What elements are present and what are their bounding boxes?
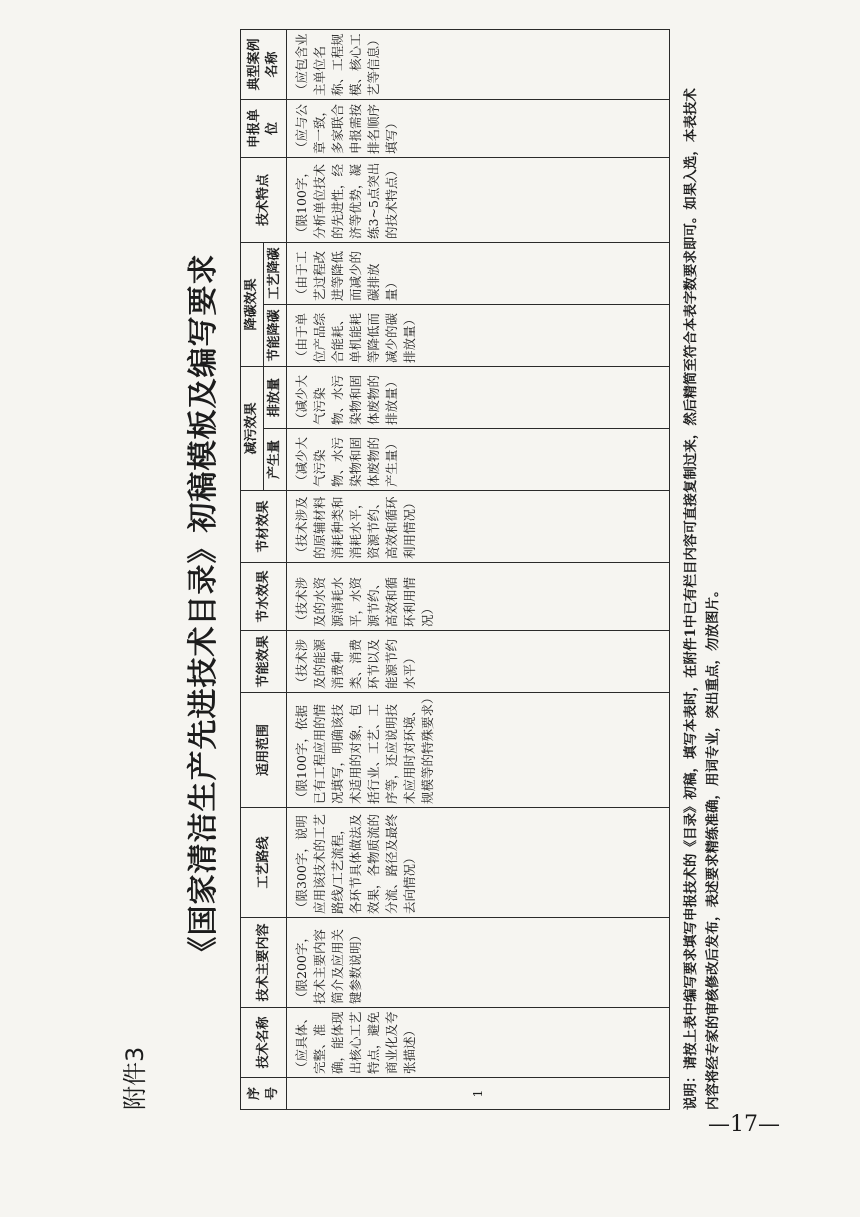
- header-carbon-energy: 节能降碳: [264, 304, 287, 366]
- header-tech-features: 技术特点: [241, 157, 287, 242]
- cell-tech-features: （限100字，分析单位技术的先进性，经济等优势，凝练3~5点突出的技术特点）: [287, 157, 670, 242]
- header-material-effect: 节材效果: [241, 491, 287, 563]
- page-number: —17—: [708, 1112, 780, 1137]
- header-typical-case: 典型案例名称: [241, 29, 287, 99]
- attachment-label: 附件3: [121, 1046, 149, 1110]
- cell-carbon-process: （由于工艺过程改进等降低而减少的碳排放量）: [287, 242, 670, 304]
- header-pollution-generation: 产生量: [264, 429, 287, 491]
- cell-material-effect: （技术涉及的原辅材料消耗种类和消耗水平，资源节约、高效和循环利用情况）: [287, 491, 670, 563]
- template-table: [240, 29, 670, 1110]
- cell-scope: （限100字，依据已有工程应用的情况填写，明确该技术适用的对象，包括行业、工艺、工序等，还应说明技术应用时对环境、规模等的特殊要求）: [287, 693, 670, 808]
- cell-water-effect: （技术涉及的水资源消耗水平，水资源节约、高效和循环利用情况）: [287, 563, 670, 631]
- header-pollution-emission: 排放量: [264, 366, 287, 428]
- header-pollution-effect: 减污效果: [241, 366, 264, 490]
- cell-seq: 1: [287, 1078, 670, 1110]
- header-carbon-effect: 降碳效果: [241, 242, 264, 366]
- header-applicant: 申报单位: [241, 99, 287, 157]
- cell-process-route: （限300字，说明应用该技术的工艺路线/工艺流程，各环节具体做法及效果，各物质流的分流、路径及最终去向情况）: [287, 808, 670, 918]
- explanatory-note: 说明：请按上表中编写要求填写申报技术的《目录》初稿，填写本表时，在附件1中已有栏目内容可直接复制过来，然后精简至符合本表字数要求即可。如果入选，本表技术内容将经专家的审核修改后发布，表述要求精练准确，用词专业，突出重点，勿放图片。: [683, 88, 721, 1110]
- cell-tech-name: （应具体、完整、准确，能体现出核心工艺特点，避免商业化及夸张描述）: [287, 1008, 670, 1078]
- table-row: [287, 29, 670, 1109]
- cell-pollution-generation: （减少大气污染物、水污染物和固体废物的产生量）: [287, 429, 670, 491]
- landscape-content: [80, 33, 780, 1150]
- header-tech-name: 技术名称: [241, 1008, 287, 1078]
- header-carbon-process: 工艺降碳: [264, 242, 287, 304]
- document-title: 《国家清洁生产先进技术目录》初稿模板及编写要求: [186, 253, 221, 967]
- header-process-route: 工艺路线: [241, 808, 287, 918]
- cell-tech-content: （限200字，技术主要内容简介及应用关键参数说明）: [287, 918, 670, 1008]
- header-energy-effect: 节能效果: [241, 631, 287, 693]
- header-seq: 序号: [241, 1078, 287, 1110]
- header-tech-content: 技术主要内容: [241, 918, 287, 1008]
- cell-pollution-emission: （减少大气污染物、水污染物和固体废物的排放量）: [287, 366, 670, 428]
- header-scope: 适用范围: [241, 693, 287, 808]
- cell-carbon-energy: （由于单位产品综合能耗、单机能耗等降低而减少的碳排放量）: [287, 304, 670, 366]
- cell-typical-case: （应包含业主单位名称、工程规模、核心工艺等信息）: [287, 29, 670, 99]
- cell-energy-effect: （技术涉及的能源消费种类、消费环节以及能源节约水平）: [287, 631, 670, 693]
- header-water-effect: 节水效果: [241, 563, 287, 631]
- cell-applicant: （应与公章一致，多家联合申报需按排名顺序填写）: [287, 99, 670, 157]
- header-row-1: [241, 29, 264, 1109]
